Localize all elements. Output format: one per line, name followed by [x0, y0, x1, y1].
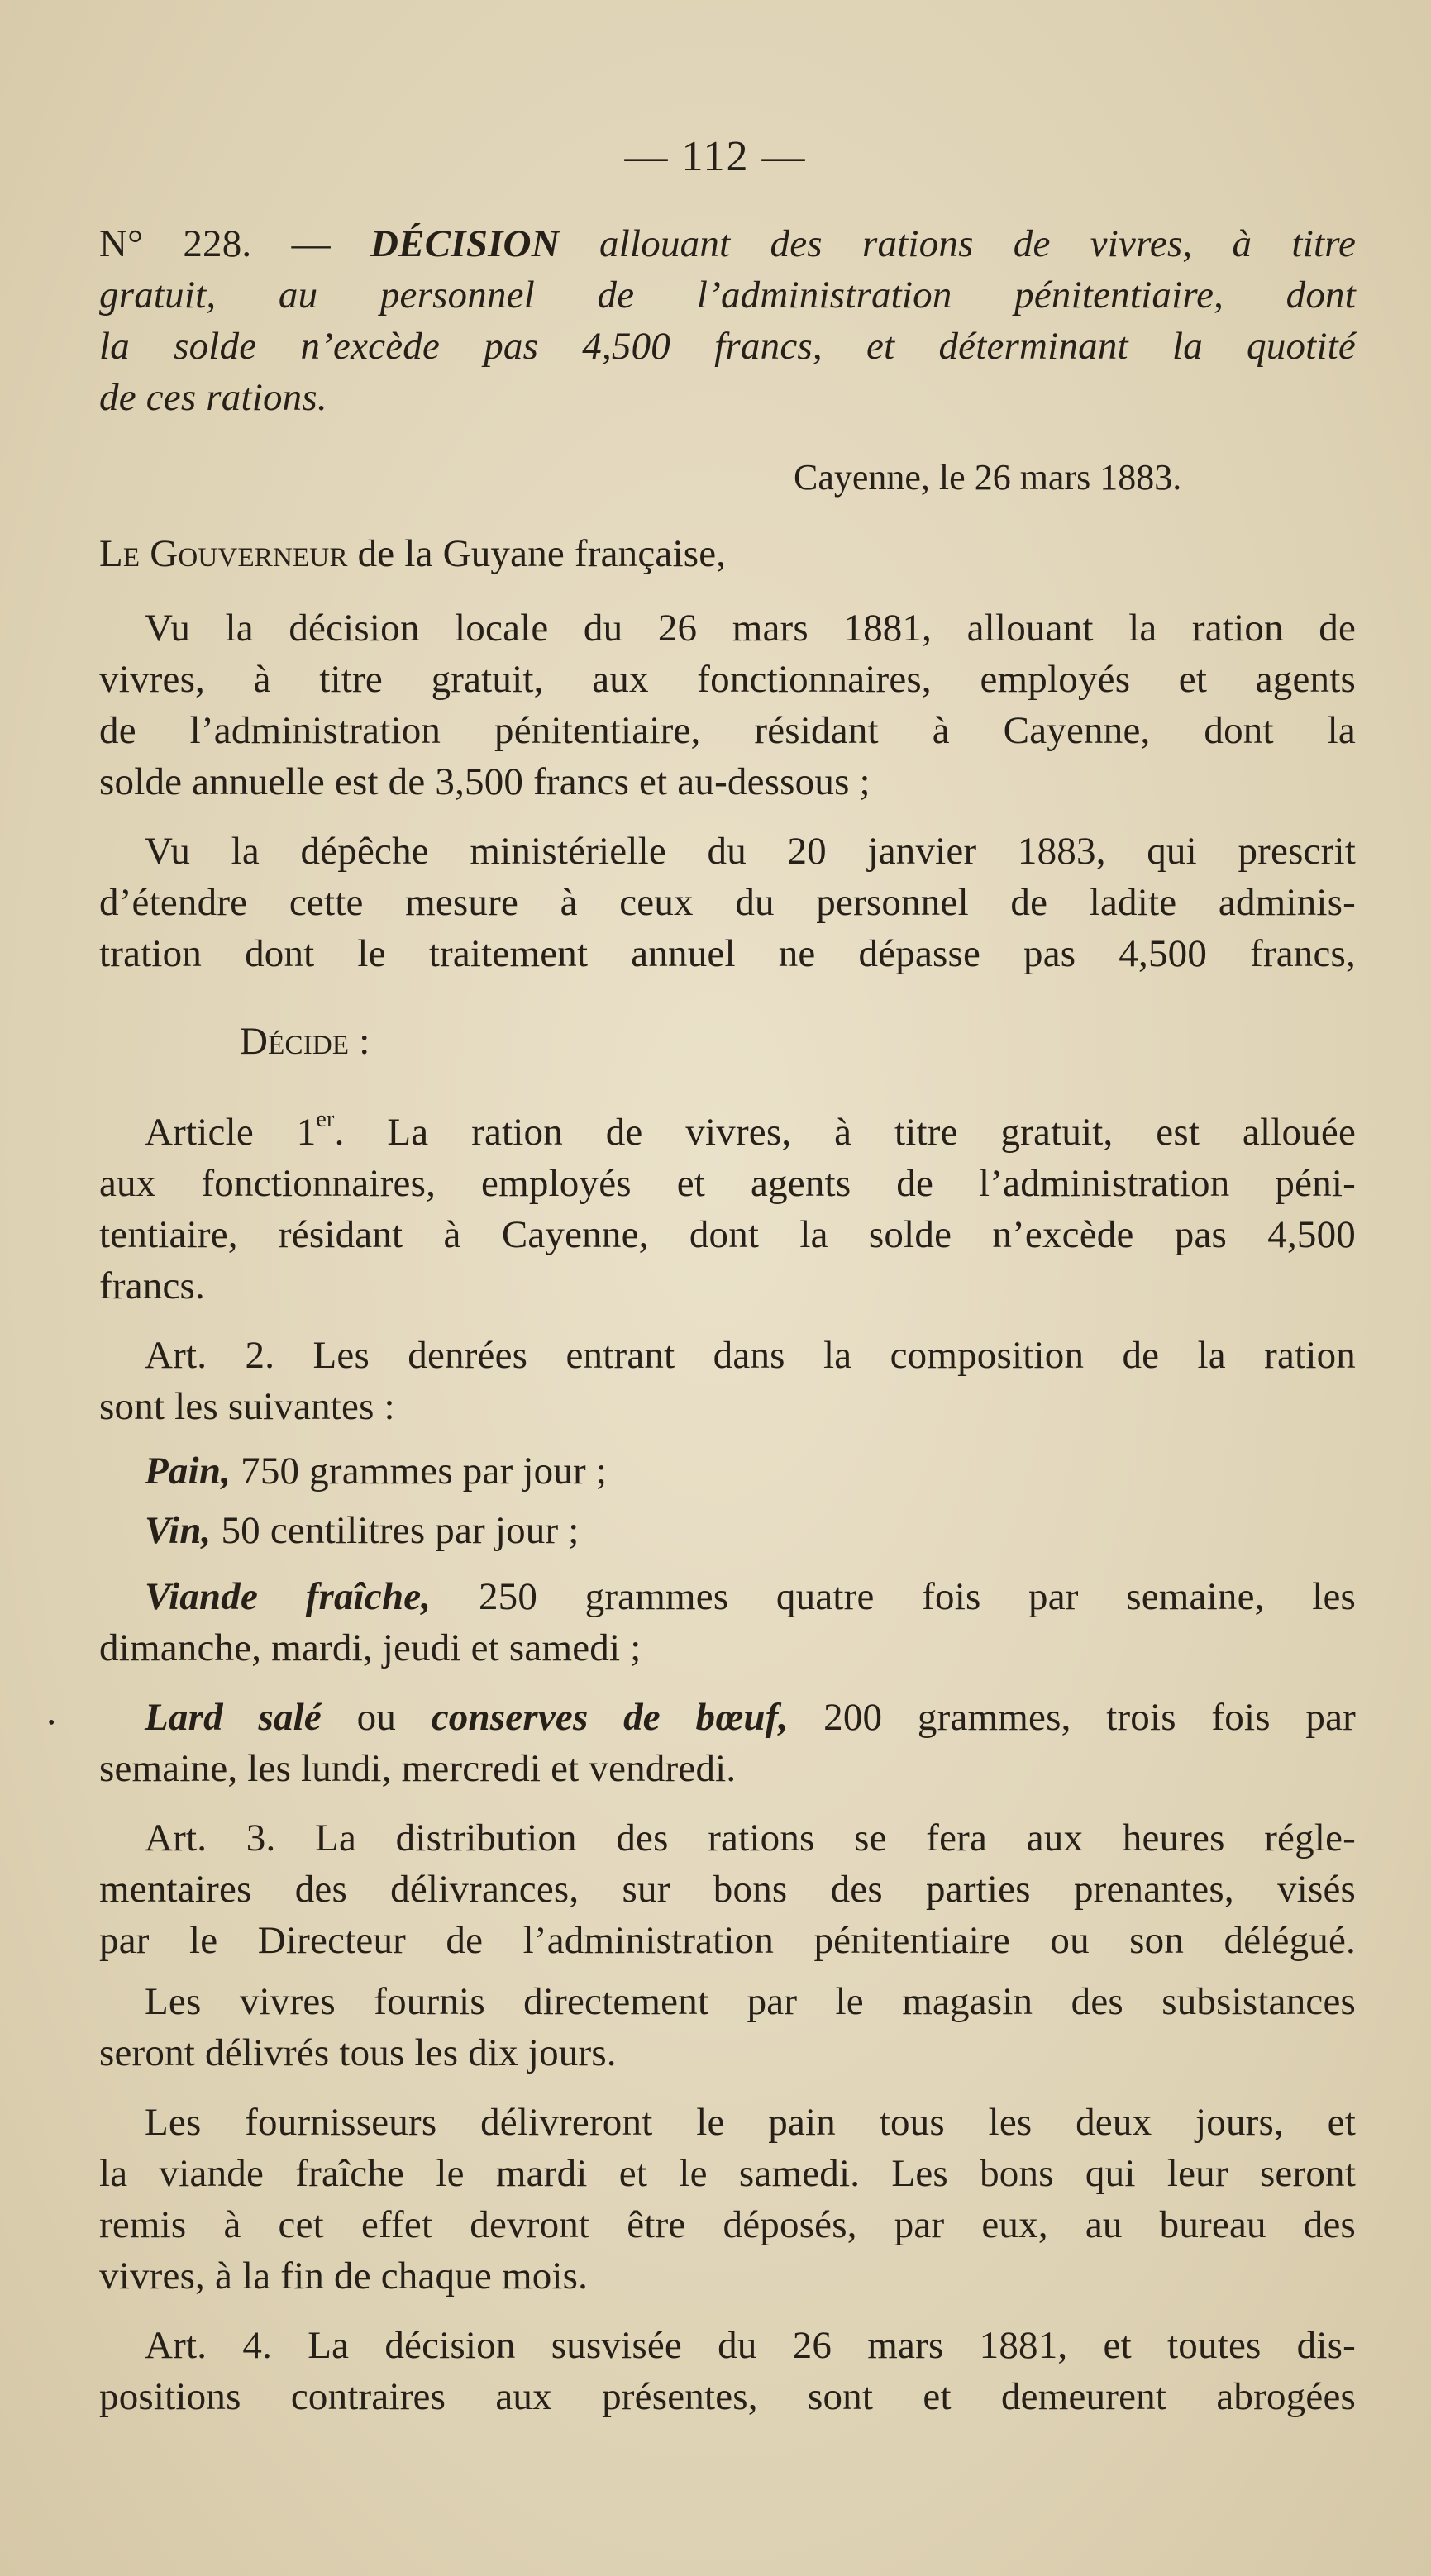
article-3-line: la viande fraîche le mardi et le samedi. Les bons qui leur seront: [99, 2152, 1356, 2195]
article-3-line: Art. 3. La distribution des rations se fera aux heures régle-: [145, 1817, 1356, 1859]
consideration-line: vivres, à titre gratuit, aux fonctionnaires, employés et agents: [99, 658, 1356, 701]
ration-item-meat: [145, 1572, 1356, 1621]
ration-item-bread: [145, 1446, 607, 1496]
decide-heading: Décide :: [240, 1020, 370, 1063]
page-number: — 112 —: [624, 133, 807, 180]
margin-mark: •: [48, 1712, 55, 1734]
article-3-line: seront délivrés tous les dix jours.: [99, 2031, 617, 2074]
consideration-line: Vu la décision locale du 26 mars 1881, allouant la ration de: [145, 607, 1356, 650]
ration-item-continuation: dimanche, mardi, jeudi et samedi ;: [99, 1626, 642, 1669]
decision-number: N° 228.: [99, 222, 252, 265]
ration-item-name: Lard salé: [145, 1696, 322, 1739]
governor-title: Le Gouverneur: [99, 532, 348, 575]
ration-item-continuation: semaine, les lundi, mercredi et vendredi.: [99, 1747, 737, 1790]
consideration-line: solde annuelle est de 3,500 francs et au-dessous ;: [99, 760, 871, 803]
article-3-line: vivres, à la fin de chaque mois.: [99, 2255, 589, 2297]
heading-text: allouant des rations de vivres, à titre: [599, 222, 1357, 265]
ration-item-text: 250 grammes quatre fois par semaine, les: [478, 1575, 1356, 1618]
article-3-line: par le Directeur de l’administration pénitentiaire ou son délégué.: [99, 1919, 1356, 1962]
article-4-line: Art. 4. La décision susvisée du 26 mars 1881, et toutes dis-: [145, 2324, 1356, 2367]
article-1-line: tentiaire, résidant à Cayenne, dont la solde n’excède pas 4,500: [99, 1213, 1356, 1256]
ration-item-text: 200 grammes, trois fois par: [823, 1696, 1356, 1739]
article-1-text: . La ration de vivres, à titre gratuit, est allouée: [334, 1111, 1357, 1154]
article-2-line: Art. 2. Les denrées entrant dans la composition de la ration: [145, 1334, 1356, 1377]
ration-item-name: Pain,: [145, 1450, 231, 1493]
place-date: Cayenne, le 26 mars 1883.: [794, 457, 1182, 498]
governor-line: [99, 529, 726, 579]
decision-heading-line-3: la solde n’excède pas 4,500 francs, et déterminant la quotité: [99, 325, 1356, 368]
consideration-line: tration dont le traitement annuel ne dépasse pas 4,500 francs,: [99, 932, 1356, 975]
ration-item-name: Viande fraîche,: [145, 1575, 432, 1618]
decision-heading-line-2: gratuit, au personnel de l’administration pénitentiaire, dont: [99, 274, 1356, 317]
ration-item-name: Vin,: [145, 1509, 212, 1552]
article-1-label: Article 1: [145, 1111, 317, 1154]
article-1-line: francs.: [99, 1264, 205, 1307]
governor-rest: de la Guyane française,: [357, 532, 727, 575]
decision-heading-line-1: [99, 219, 1356, 269]
article-1-line: aux fonctionnaires, employés et agents de l’administration péni-: [99, 1162, 1356, 1205]
consideration-line: Vu la dépêche ministérielle du 20 janvier 1883, qui prescrit: [145, 830, 1356, 873]
article-3-line: Les fournisseurs délivreront le pain tous les deux jours, et: [145, 2101, 1356, 2144]
decision-heading-line-4: de ces rations.: [99, 376, 327, 419]
article-4-line: positions contraires aux présentes, sont et demeurent abrogées: [99, 2375, 1356, 2418]
ration-item-wine: [145, 1506, 580, 1555]
decision-title-word: DÉCISION: [370, 222, 560, 265]
article-3-line: mentaires des délivrances, sur bons des parties prenantes, visés: [99, 1868, 1356, 1911]
article-1-line-1: [145, 1107, 1356, 1157]
ration-item-text: 50 centilitres par jour ;: [221, 1509, 580, 1552]
ration-item-connector: ou: [356, 1696, 397, 1739]
heading-dash: —: [291, 222, 331, 265]
consideration-line: d’étendre cette mesure à ceux du personnel de ladite adminis-: [99, 881, 1356, 924]
ration-item-text: 750 grammes par jour ;: [241, 1450, 608, 1493]
ration-item-name-2: conserves de bœuf,: [431, 1696, 789, 1739]
article-1-sup: er: [316, 1107, 335, 1132]
article-3-line: Les vivres fournis directement par le magasin des subsistances: [145, 1980, 1356, 2023]
ration-item-lard: [145, 1693, 1356, 1742]
article-2-line: sont les suivantes :: [99, 1385, 395, 1428]
article-3-line: remis à cet effet devront être déposés, par eux, au bureau des: [99, 2203, 1356, 2246]
consideration-line: de l’administration pénitentiaire, résidant à Cayenne, dont la: [99, 709, 1356, 752]
